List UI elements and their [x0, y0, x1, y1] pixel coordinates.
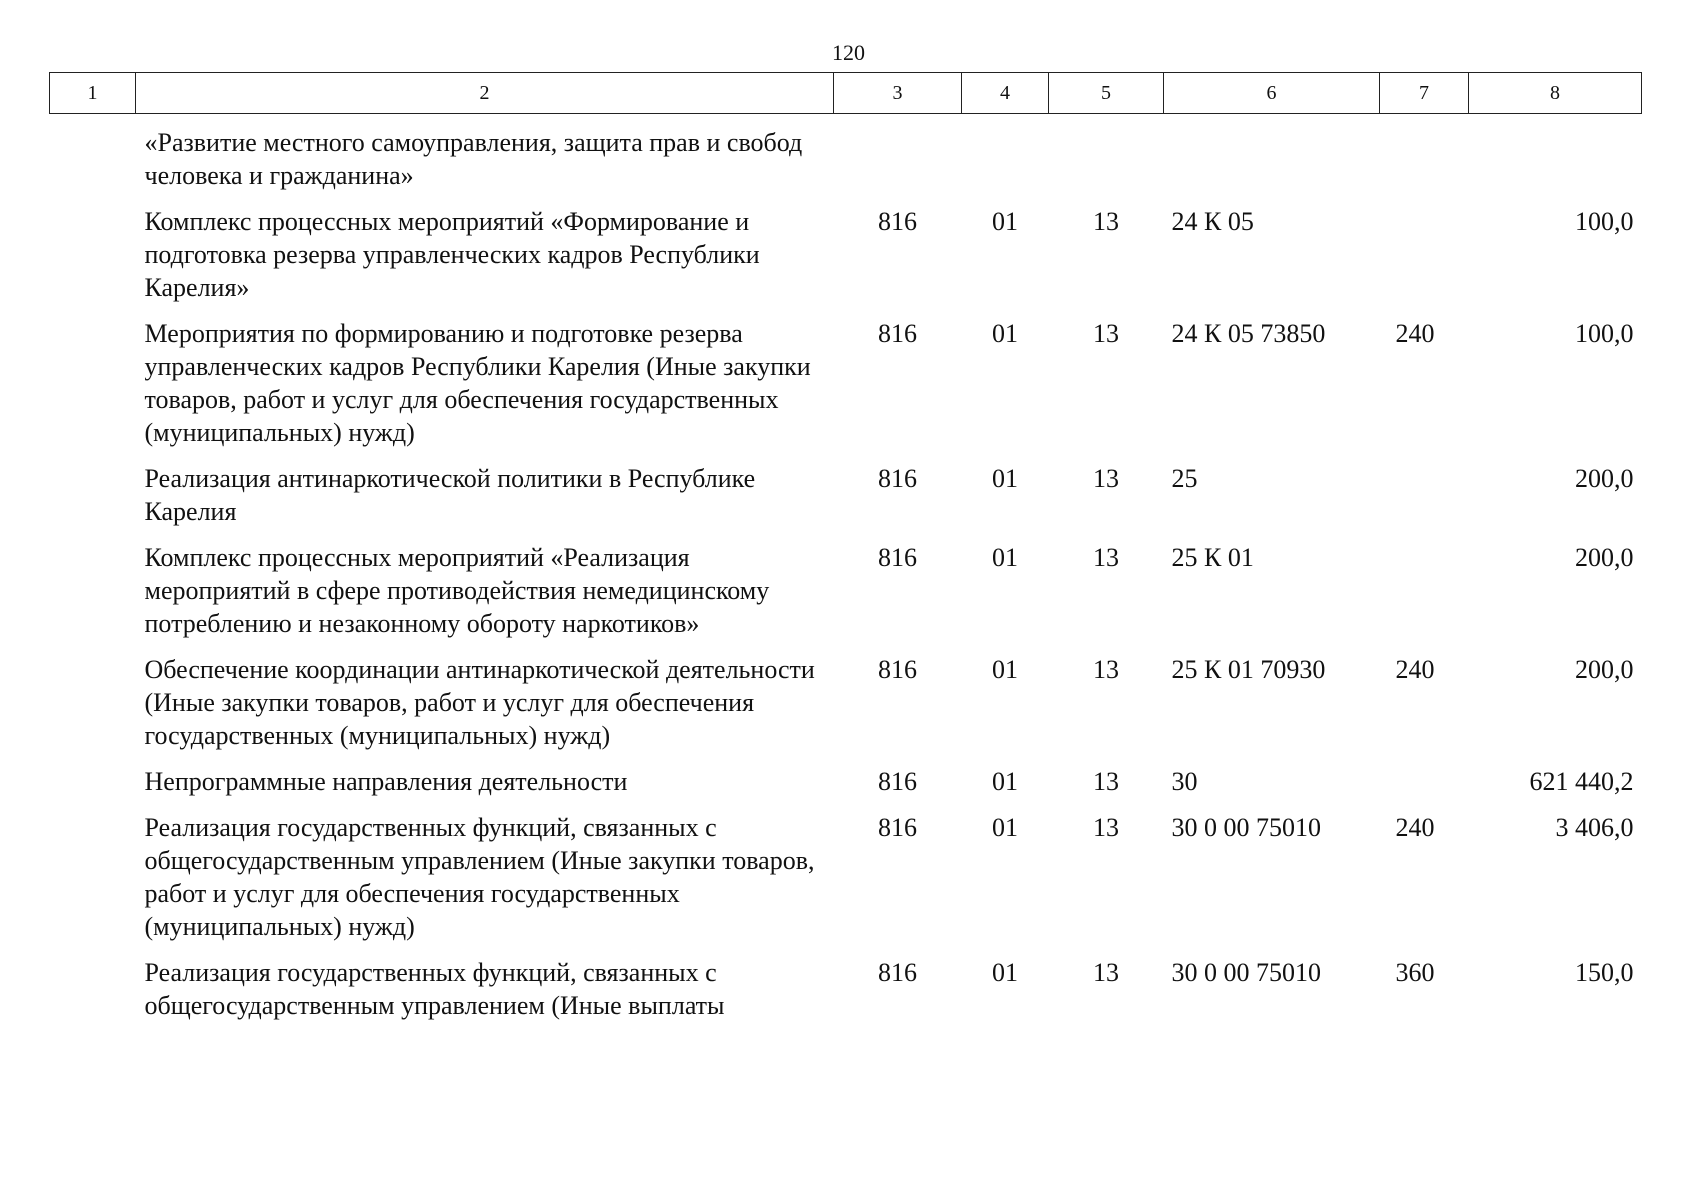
row-amount: 621 440,2 [1529, 767, 1634, 796]
row-name: Комплекс процессных мероприятий «Реализация мероприятий в сфере противодействия немедицинскому потреблению и незаконному обороту наркотиков» [144, 543, 770, 638]
row-amount: 150,0 [1575, 958, 1634, 987]
table-header [50, 73, 1642, 114]
row-amount: 3 406,0 [1555, 813, 1634, 842]
row-expense-type: 360 [1395, 958, 1435, 987]
row-subsection-code: 13 [1093, 464, 1119, 493]
row-subsection-code: 13 [1093, 958, 1119, 987]
row-amount: 100,0 [1575, 207, 1634, 236]
row-ministry-code: 816 [878, 655, 917, 684]
row-expense-type [1380, 126, 1469, 205]
row-amount: 200,0 [1575, 655, 1634, 684]
row-target-code: 30 0 00 75010 [1171, 958, 1321, 987]
row-target-code: 30 [1171, 767, 1198, 796]
row-subsection-code: 13 [1093, 207, 1119, 236]
row-name: «Развитие местного самоуправления, защита прав и свобод человека и гражданина» [144, 128, 803, 190]
table-row [50, 765, 1642, 811]
row-subsection-code [1049, 126, 1164, 205]
table-body [50, 114, 1642, 1036]
row-subsection-code: 13 [1093, 319, 1119, 348]
row-target-code: 25 [1171, 464, 1198, 493]
row-name: Обеспечение координации антинаркотической деятельности (Иные закупки товаров, работ и услуг для обеспечения государственных (муниципальных) нужд) [144, 655, 815, 750]
row-ministry-code: 816 [878, 464, 917, 493]
row-expense-type: 240 [1395, 319, 1435, 348]
row-target-code: 30 0 00 75010 [1171, 813, 1321, 842]
row-subsection-code: 13 [1093, 655, 1119, 684]
header-col-2: 2 [136, 73, 834, 114]
row-name: Реализация антинаркотической политики в Республике Карелия [144, 464, 756, 526]
table-row [50, 541, 1642, 653]
row-ministry-code: 816 [878, 767, 917, 796]
row-expense-type [1380, 205, 1469, 317]
row-ministry-code: 816 [878, 543, 917, 572]
row-expense-type: 240 [1395, 655, 1435, 684]
budget-table [49, 72, 1642, 1035]
row-ministry-code: 816 [878, 207, 917, 236]
header-col-3: 3 [834, 73, 962, 114]
row-name: Непрограммные направления деятельности [144, 767, 628, 796]
row-subsection-code: 13 [1093, 813, 1119, 842]
row-amount: 200,0 [1575, 543, 1634, 572]
row-ministry-code: 816 [878, 958, 917, 987]
row-name: Мероприятия по формированию и подготовке резерва управленческих кадров Республики Карелия (Иные закупки товаров, работ и услуг для обеспечения государственных (муниципальных) нужд) [144, 319, 811, 447]
row-section-code: 01 [992, 464, 1018, 493]
row-target-code: 25 К 01 70930 [1171, 655, 1326, 684]
row-ministry-code [834, 126, 962, 205]
table-row [50, 811, 1642, 956]
row-section-code: 01 [992, 319, 1018, 348]
table-row [50, 126, 1642, 205]
header-col-8: 8 [1469, 73, 1642, 114]
row-section-code: 01 [992, 207, 1018, 236]
row-name: Реализация государственных функций, связанных с общегосударственным управлением (Иные выплаты [144, 958, 725, 1020]
row-expense-type [1380, 462, 1469, 541]
page-number: 120 [832, 40, 865, 65]
row-section-code: 01 [992, 655, 1018, 684]
row-section-code: 01 [992, 543, 1018, 572]
table-row [50, 462, 1642, 541]
row-amount: 100,0 [1575, 319, 1634, 348]
row-ministry-code: 816 [878, 319, 917, 348]
header-col-5: 5 [1049, 73, 1164, 114]
row-name: Комплекс процессных мероприятий «Формирование и подготовка резерва управленческих кадров Республики Карелия» [144, 207, 760, 302]
header-col-6: 6 [1164, 73, 1380, 114]
row-section-code: 01 [992, 767, 1018, 796]
row-target-code: 24 К 05 [1171, 207, 1254, 236]
row-section-code: 01 [992, 958, 1018, 987]
table-row [50, 317, 1642, 462]
header-row [50, 73, 1642, 114]
budget-table-container [49, 72, 1641, 1035]
table-spacer [50, 114, 1642, 127]
row-target-code: 24 К 05 73850 [1171, 319, 1326, 348]
table-row [50, 956, 1642, 1035]
header-col-4: 4 [962, 73, 1049, 114]
row-ministry-code: 816 [878, 813, 917, 842]
row-target-code [1164, 126, 1380, 205]
row-expense-type [1380, 541, 1469, 653]
row-section-code [962, 126, 1049, 205]
row-amount: 200,0 [1575, 464, 1634, 493]
row-expense-type: 240 [1395, 813, 1435, 842]
row-expense-type [1380, 765, 1469, 811]
row-subsection-code: 13 [1093, 767, 1119, 796]
row-amount [1469, 126, 1642, 205]
row-name: Реализация государственных функций, связанных с общегосударственным управлением (Иные закупки товаров, работ и услуг для обеспечения государственных (муниципальных) нужд) [144, 813, 815, 941]
header-col-1: 1 [50, 73, 136, 114]
row-target-code: 25 К 01 [1171, 543, 1254, 572]
header-col-7: 7 [1380, 73, 1469, 114]
row-section-code: 01 [992, 813, 1018, 842]
table-row [50, 653, 1642, 765]
row-subsection-code: 13 [1093, 543, 1119, 572]
table-row [50, 205, 1642, 317]
